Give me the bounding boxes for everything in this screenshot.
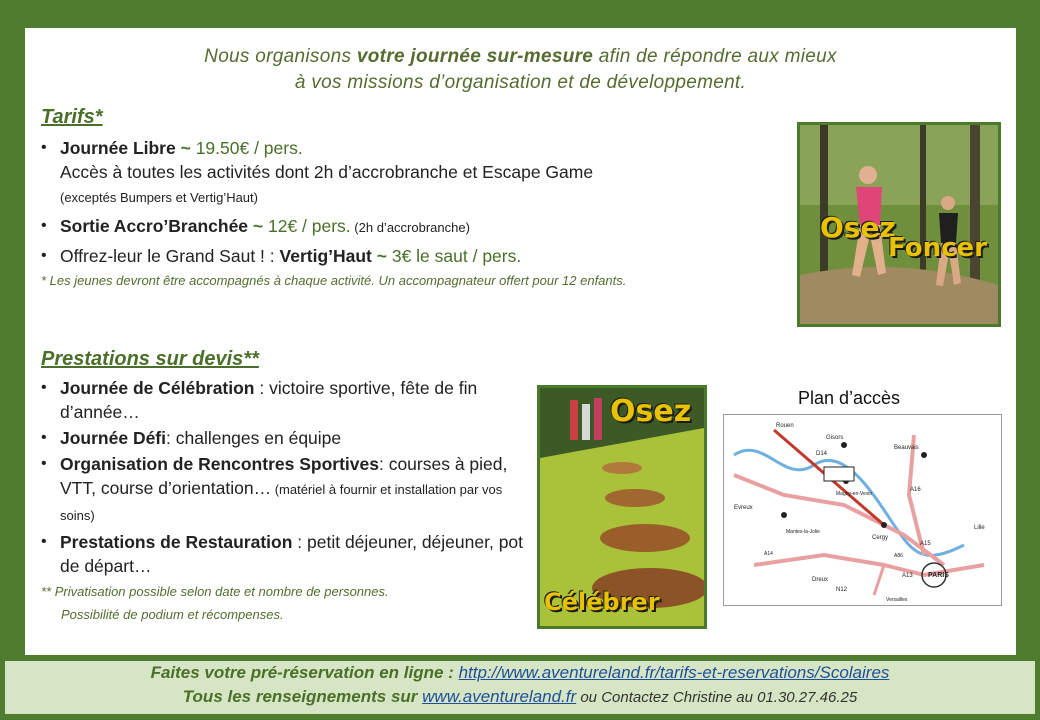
map-label-paris: PARIS — [928, 572, 949, 579]
tarif-name: Journée Libre — [60, 138, 176, 158]
photo-buffet — [537, 385, 707, 629]
prestation-description: : petit déjeuner, déjeuner, pot de départ… — [60, 532, 524, 576]
tarif-exception-note: (exceptés Bumpers et Vertig’Haut) — [60, 190, 258, 205]
prestation-name: Organisation de Rencontres Sportives — [60, 454, 379, 474]
tarifs-list — [41, 136, 801, 272]
road-map-illustration — [724, 415, 1001, 605]
footer-banner — [5, 661, 1035, 714]
flyer-page — [25, 28, 1016, 655]
prestations-title: Prestations sur devis** — [41, 348, 259, 370]
tarif-name: Sortie Accro’Branchée — [60, 216, 249, 236]
prestations-footnote-line1: ** Privatisation possible selon date et nombre de personnes. — [41, 584, 389, 599]
footer-reservation-text: Faites votre pré-réservation en ligne : — [150, 663, 459, 682]
map-label-a13: A13 — [902, 573, 913, 579]
website-link[interactable]: www.aventureland.fr — [422, 687, 577, 706]
prestations-footnote — [41, 580, 389, 626]
tarif-price: 19.50€ / pers. — [195, 138, 303, 158]
tarif-item-vertig-haut — [41, 244, 801, 268]
tarif-item-sortie-accro — [41, 214, 801, 240]
prestations-footnote-line2: Possibilité de podium et récompenses. — [61, 607, 284, 622]
footer-contact-text: ou Contactez Christine au 01.30.27.46.25 — [576, 689, 858, 706]
prestation-description: : victoire sportive, fête de fin d’année… — [60, 378, 478, 422]
prestation-item-rencontres — [41, 452, 531, 528]
prestations-list — [41, 376, 531, 580]
map-label-cergy: Cergy — [872, 535, 889, 541]
map-label-versailles: Versailles — [886, 597, 908, 603]
map-label-evreux: Evreux — [734, 505, 753, 511]
tarif-price: 12€ / pers. — [267, 216, 351, 236]
tarif-prefix: Offrez-leur le Grand Saut ! : — [60, 246, 280, 266]
intro-line1-bold: votre journée sur-mesure — [356, 46, 594, 67]
map-label-mantes: Mantes-la-Jolie — [786, 529, 820, 535]
footer-info-text: Tous les renseignements sur — [182, 687, 423, 706]
map-label-d14: D14 — [816, 451, 828, 457]
prestation-description: : challenges en équipe — [166, 428, 342, 448]
intro-line1-end: afin de répondre aux mieux — [593, 46, 837, 67]
map-label-a86: A86 — [894, 553, 903, 559]
map-label-a15: A15 — [920, 541, 931, 547]
tarifs-footnote: * Les jeunes devront être accompagnés à chaque activité. Un accompagnateur offert pour 12 enfants. — [41, 273, 627, 288]
foncer-overlay-text: Foncer — [888, 233, 987, 263]
prestation-name: Journée Défi — [60, 428, 166, 448]
tarif-description: Accès à toutes les activités dont 2h d’accrobranche et Escape Game — [60, 162, 594, 182]
tarifs-title: Tarifs* — [41, 106, 103, 128]
map-label-lille: Lille — [974, 525, 985, 531]
prestation-item-celebration — [41, 376, 531, 424]
tarif-separator: ~ — [248, 216, 268, 236]
osez-overlay-text: Osez — [610, 394, 692, 429]
plan-title: Plan d’accès — [798, 388, 901, 408]
intro-line2: à vos missions d’organisation et de développement. — [294, 72, 747, 93]
intro-text — [25, 44, 1016, 96]
prestation-description: : courses à pied, VTT, course d’orientation… — [60, 454, 508, 498]
map-label-a16: A16 — [910, 487, 921, 493]
footer-line-info — [5, 685, 1035, 710]
prestation-item-defi — [41, 426, 531, 450]
tarif-item-journee-libre — [41, 136, 801, 210]
prestation-name: Journée de Célébration — [60, 378, 255, 398]
tarif-separator: ~ — [371, 246, 392, 266]
prestation-detail: (matériel à fournir et installation par vos soins) — [60, 482, 503, 523]
prestation-item-restauration — [41, 530, 531, 578]
reservation-link[interactable]: http://www.aventureland.fr/tarifs-et-reservations/Scolaires — [458, 663, 890, 682]
map-label-beauvais: Beauvais — [894, 445, 919, 451]
map-label-dreux: Dreux — [812, 577, 829, 583]
intro-line1-start: Nous organisons — [204, 46, 357, 67]
access-map — [723, 414, 1002, 606]
map-label-a14: A14 — [764, 551, 773, 557]
map-label-n12: N12 — [836, 587, 848, 593]
map-label-gisors: Gisors — [826, 435, 844, 441]
celebrer-overlay-text: Célébrer — [544, 588, 660, 616]
tarif-separator: ~ — [175, 138, 196, 158]
prestation-name: Prestations de Restauration — [60, 532, 293, 552]
map-label-magny: Magny-en-Vexin — [836, 491, 873, 497]
photo-runners — [797, 122, 1001, 327]
tarif-name: Vertig’Haut — [279, 246, 372, 266]
osez-overlay-text: Osez — [820, 211, 896, 244]
tarif-detail: (2h d’accrobranche) — [350, 220, 470, 235]
map-label-rouen: Rouen — [776, 423, 794, 429]
footer-line-reservation — [5, 661, 1035, 685]
tarif-price: 3€ le saut / pers. — [391, 246, 522, 266]
